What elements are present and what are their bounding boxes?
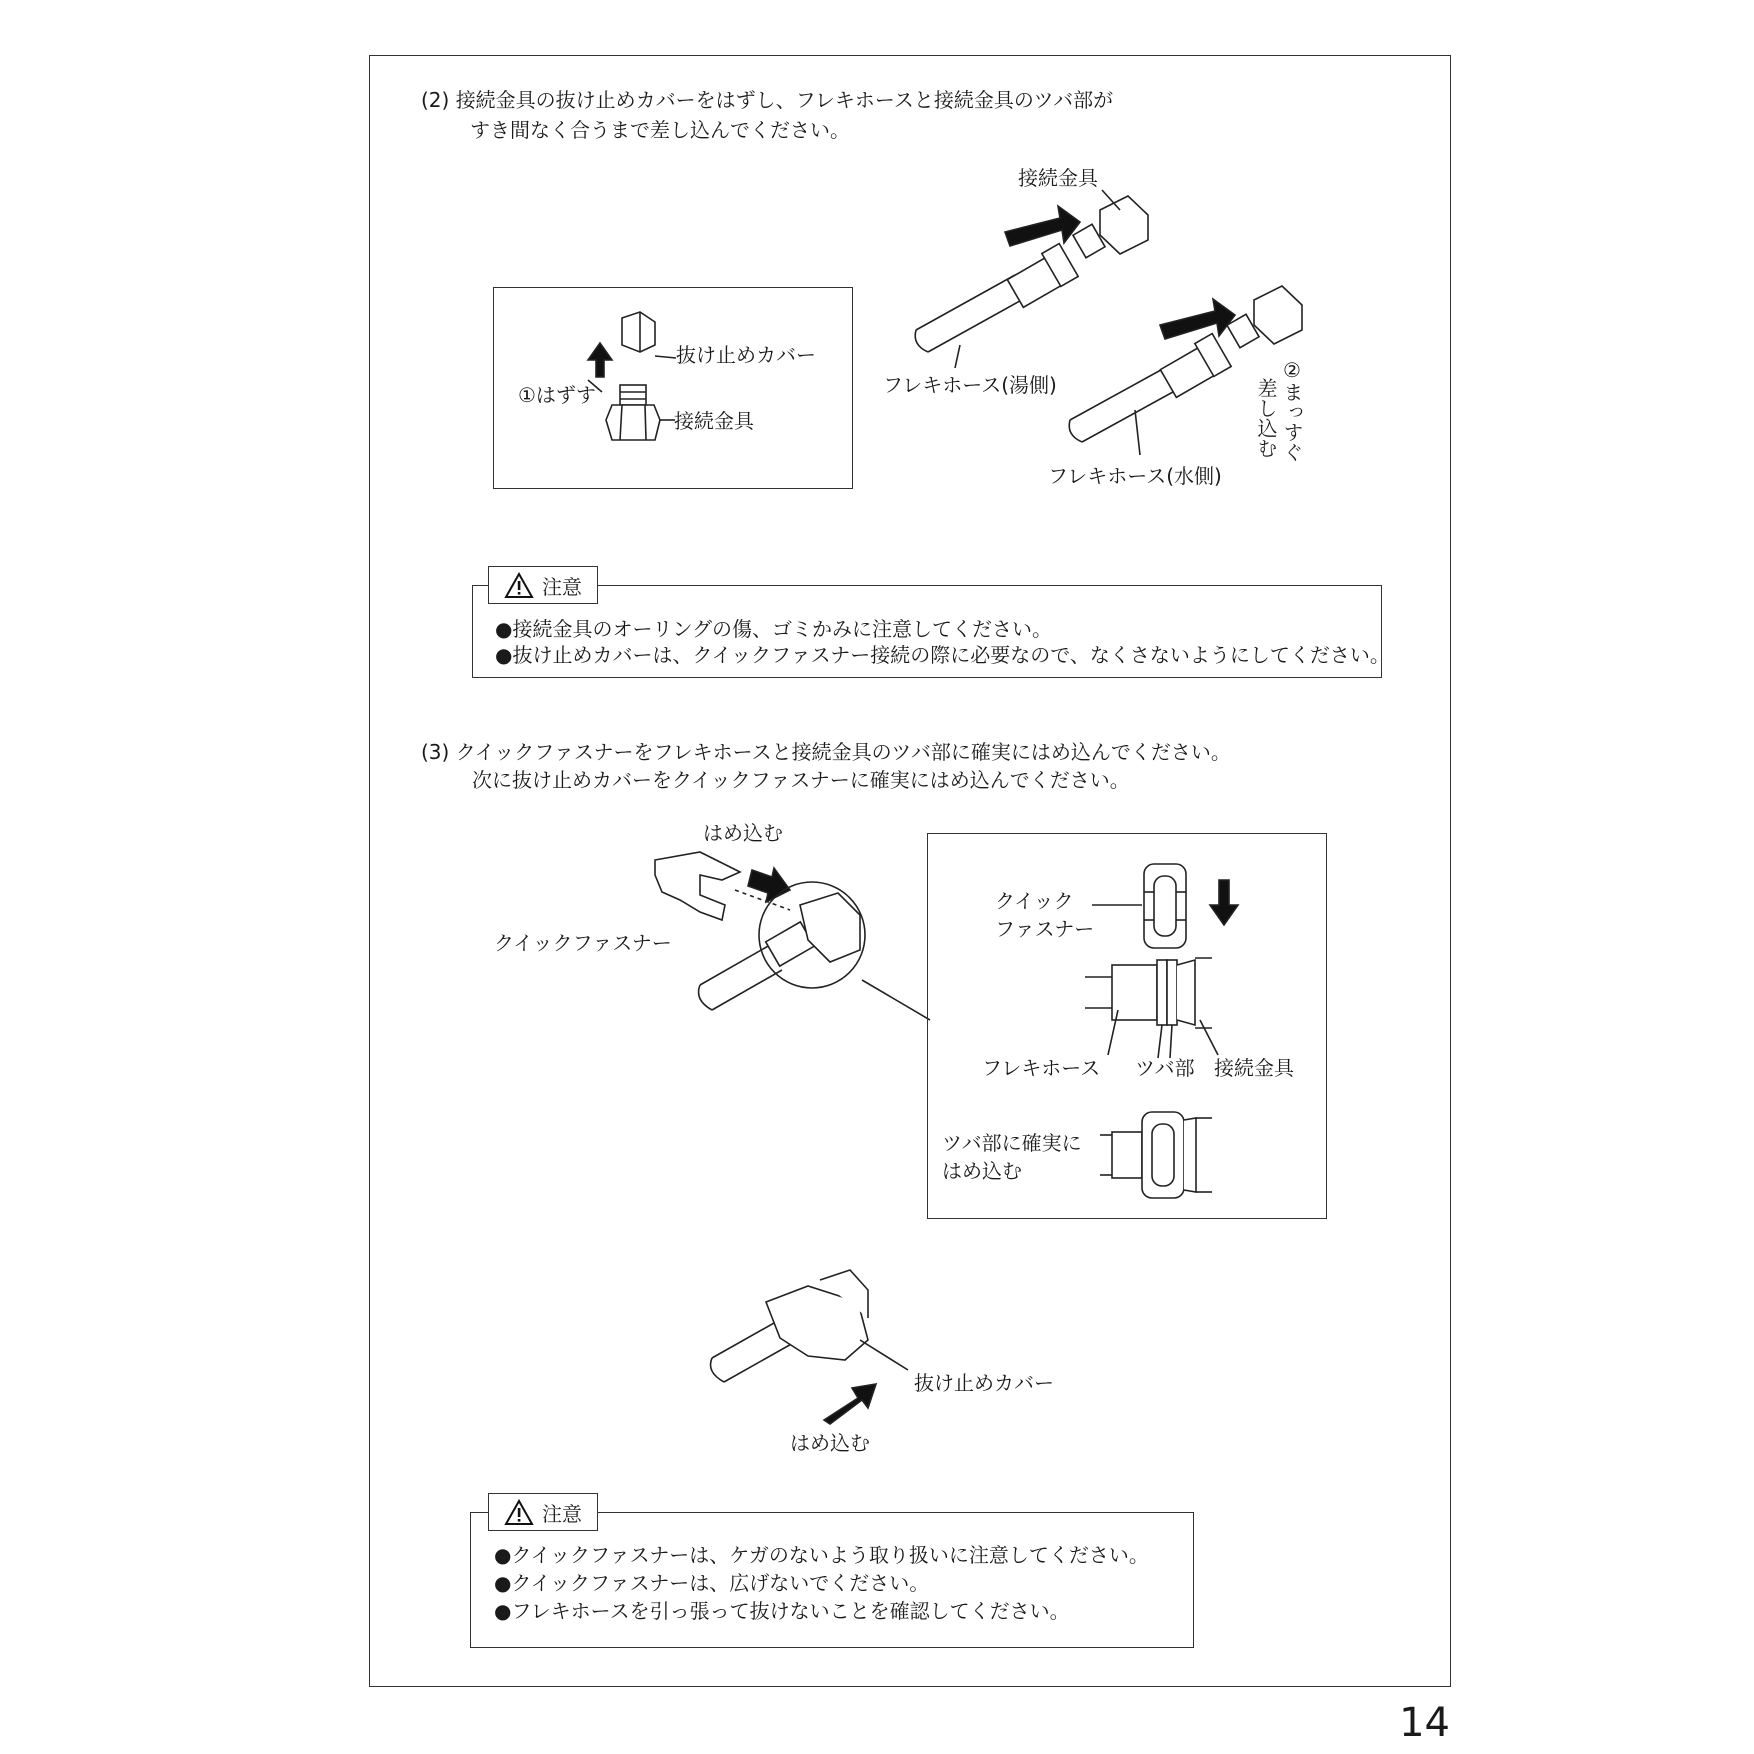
step2-line2: すき間なく合うまで差し込んでください。 (470, 118, 850, 142)
fig2-straight-col2: 差し込む (1254, 378, 1278, 458)
caution2-item-3: ●フレキホースを引っ張って抜けないことを確認してください。 (494, 1599, 1070, 1623)
page-number: 14 (1399, 1700, 1450, 1746)
arrow-right-icon-3 (748, 868, 790, 902)
detail-leader (862, 980, 930, 1020)
hot-hose-icon (915, 244, 1078, 352)
hose-with-fitting-icon (699, 882, 866, 1010)
assembled-hose-icon (711, 1270, 869, 1382)
caution1-item-1: ●接続金具のオーリングの傷、ゴミかみに注意してください。 (495, 617, 1053, 641)
fig4-cover-leader (860, 1340, 908, 1370)
cold-fitting-icon (1227, 286, 1302, 348)
retaining-cover-icon (622, 312, 655, 352)
detail-flange-label: ツバ部 (1135, 1056, 1195, 1080)
detail-fitting-label: 接続金具 (1214, 1056, 1294, 1080)
detail-fastener-l1: クイック (995, 889, 1074, 913)
fig2-straight-col1: ②まっすぐ (1280, 358, 1304, 462)
detail-hose-label: フレキホース (982, 1056, 1101, 1080)
fig3-push-label: はめ込む (703, 821, 783, 845)
fig2-fitting-label: 接続金具 (1018, 166, 1098, 190)
step2-line1: (2) 接続金具の抜け止めカバーをはずし、フレキホースと接続金具のツバ部が (421, 88, 1114, 112)
arrow-up-icon (588, 343, 612, 377)
caution-tab-2 (488, 1493, 598, 1531)
cold-hose-icon (1069, 334, 1231, 442)
cover-leader (655, 356, 676, 358)
hot-hose-leader (955, 345, 960, 368)
fig2-hose-cold-label: フレキホース(水側) (1048, 464, 1222, 488)
caution-title-1: 注意 (542, 574, 582, 599)
detail-secure-l1: ツバ部に確実に (942, 1131, 1082, 1155)
caution-title-2: 注意 (542, 1501, 582, 1526)
fig2-hose-hot-label: フレキホース(湯側) (883, 373, 1057, 397)
step3-line2: 次に抜け止めカバーをクイックファスナーに確実にはめ込んでください。 (472, 768, 1130, 792)
arrow-right-icon-2 (1160, 299, 1235, 339)
fig4-push-label: はめ込む (790, 1431, 870, 1455)
fig4-cover-label: 抜け止めカバー (914, 1371, 1054, 1395)
arrow-push-icon (824, 1384, 876, 1424)
detail-fastener-l2: ファスナー (995, 917, 1095, 941)
caution2-item-2: ●クイックファスナーは、広げないでください。 (494, 1571, 930, 1595)
fig3-fastener-label: クイックファスナー (494, 931, 672, 955)
detail-secure-l2: はめ込む (942, 1159, 1022, 1183)
fig1-cover-label: 抜け止めカバー (676, 343, 816, 367)
cold-hose-leader (1135, 410, 1140, 455)
quick-fastener-icon (655, 852, 740, 920)
warning-icon (504, 1499, 534, 1526)
arrow-right-icon (1005, 206, 1080, 246)
hot-fitting-icon (1073, 196, 1148, 258)
warning-icon (504, 572, 534, 599)
caution1-item-2: ●抜け止めカバーは、クイックファスナー接続の際に必要なので、なくさないようにしてください。 (495, 643, 1390, 667)
caution-tab-1 (488, 566, 598, 604)
fig1-fitting-label: 接続金具 (674, 409, 754, 433)
fitting-icon (606, 385, 660, 440)
caution2-item-1: ●クイックファスナーは、ケガのないよう取り扱いに注意してください。 (494, 1543, 1149, 1567)
step3-line1: (3) クイックファスナーをフレキホースと接続金具のツバ部に確実にはめ込んでください。 (421, 740, 1231, 764)
fig1-remove-label: ①はずす (518, 383, 596, 407)
